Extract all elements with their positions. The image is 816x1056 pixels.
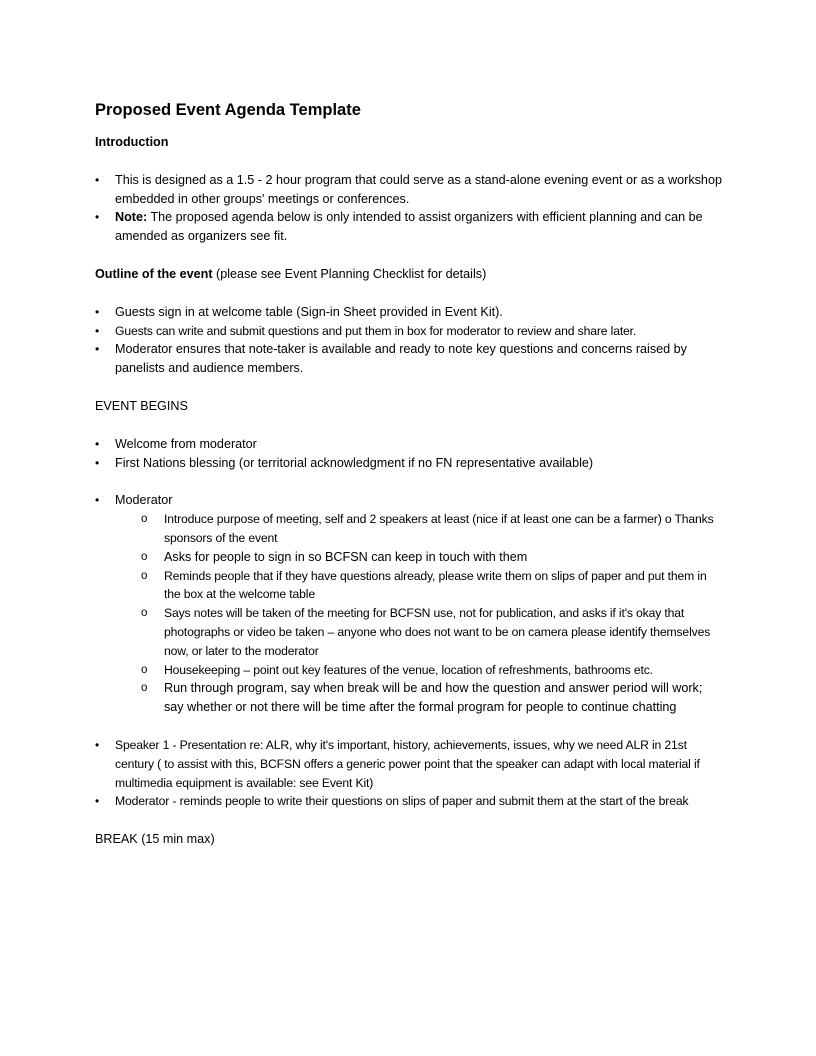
introduction-heading: Introduction — [95, 135, 169, 149]
list-item: • First Nations blessing (or territorial acknowledgment if no FN representative available) — [95, 454, 725, 473]
outline-heading: Outline of the event — [95, 266, 213, 281]
moderator-sublist — [115, 510, 725, 717]
outline-list — [95, 303, 725, 378]
event-begins-list — [95, 435, 725, 473]
moderator-list — [95, 491, 725, 717]
list-item: • Guests can write and submit questions and put them in box for moderator to review and share later. — [95, 322, 725, 341]
outline-heading-note: (please see Event Planning Checklist for details) — [212, 266, 487, 281]
sub-list-item: o Run through program, say when break will be and how the question and answer period will work; say whether or not there will be time after the formal program for people to continue chatting — [115, 679, 725, 717]
sub-list-item: o Says notes will be taken of the meeting for BCFSN use, not for publication, and asks if it's okay that photographs or video be taken – anyone who does not want to be on camera please identify themselves now, or later to the moderator — [115, 604, 725, 660]
break-label: BREAK (15 min max) — [95, 832, 215, 847]
sub-list-item: o Asks for people to sign in so BCFSN can keep in touch with them — [115, 548, 725, 567]
outline-heading-line — [95, 265, 725, 284]
document-title: Proposed Event Agenda Template — [95, 101, 361, 119]
sub-list-item: o Reminds people that if they have questions already, please write them on slips of paper and put them in the box at the welcome table — [115, 567, 725, 605]
list-item: • Speaker 1 - Presentation re: ALR, why it's important, history, achievements, issues, why we need ALR in 21st century ( to assist with this, BCFSN offers a generic power point that the speaker can adapt with local material if multimedia equipment is available: see Event Kit) — [95, 736, 725, 792]
moderator-label: Moderator — [115, 493, 173, 508]
list-item — [95, 208, 725, 246]
list-item — [95, 491, 725, 717]
note-text: The proposed agenda below is only intended to assist organizers with efficient planning and can be amended as organizers see fit. — [115, 210, 703, 244]
document-body — [95, 98, 725, 849]
list-item: • This is designed as a 1.5 - 2 hour program that could serve as a stand-alone evening event or as a workshop embedded in other groups' meetings or conferences. — [95, 171, 725, 209]
event-begins-heading: EVENT BEGINS — [95, 398, 188, 413]
sub-list-item: o Introduce purpose of meeting, self and 2 speakers at least (nice if at least one can be a farmer) o Thanks sponsors of the event — [115, 510, 725, 548]
list-item: • Moderator ensures that note-taker is available and ready to note key questions and concerns raised by panelists and audience members. — [95, 340, 725, 378]
introduction-list — [95, 171, 725, 246]
note-label: Note: — [115, 210, 148, 225]
list-item: • Welcome from moderator — [95, 435, 725, 454]
sub-list-item: o Housekeeping – point out key features of the venue, location of refreshments, bathrooms etc. — [115, 661, 725, 680]
speaker-list — [95, 736, 725, 811]
list-item: • Guests sign in at welcome table (Sign-in Sheet provided in Event Kit). — [95, 303, 725, 322]
list-item: • Moderator - reminds people to write their questions on slips of paper and submit them at the start of the break — [95, 792, 725, 811]
